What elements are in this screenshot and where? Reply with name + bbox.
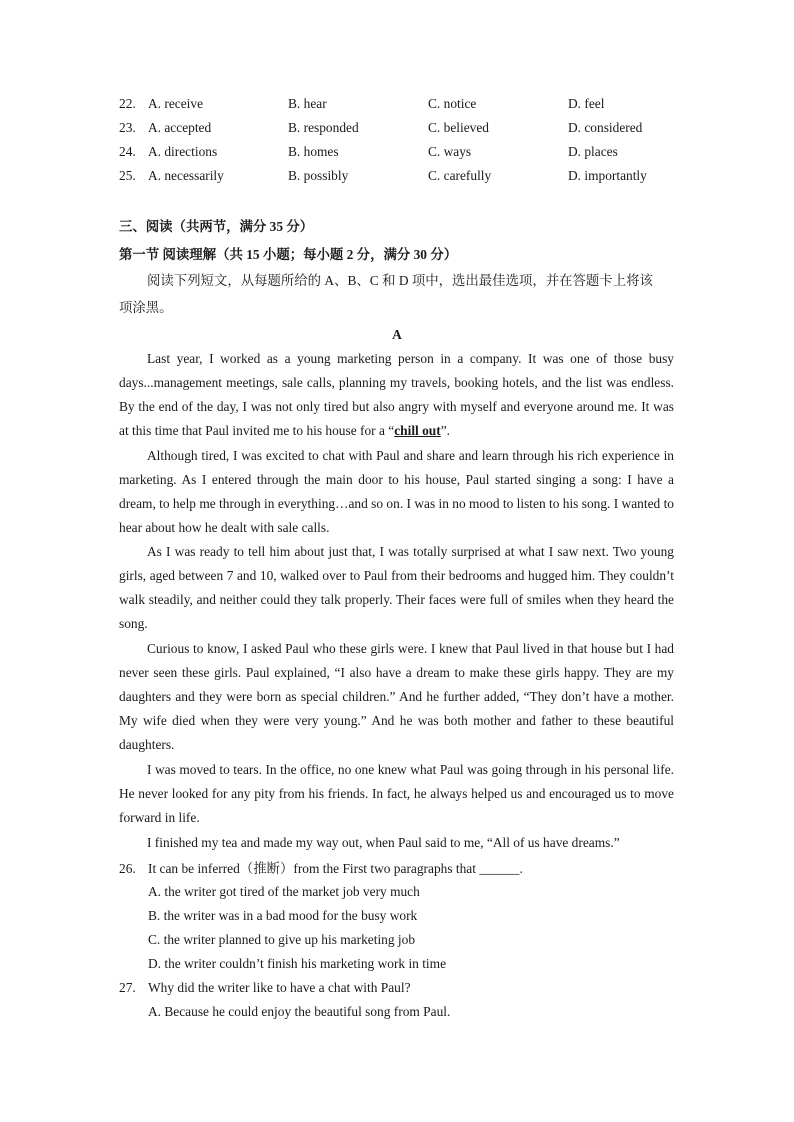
section-title: 三、阅读（共两节，满分 35 分） [119, 219, 314, 234]
question-number: 27. [119, 980, 136, 995]
passage-paragraph-2: Although tired, I was excited to chat with Paul and share and learn through his rich experience in marketing. As I entered through the main door to his house, Paul started singing a song: I have a dream, to help me through in everything…and so on. I was in no mood to listen to his song. I wanted to hear about how he dealt with sale calls. [119, 448, 674, 536]
question-27-option-a: A. Because he could enjoy the beautiful song from Paul. [148, 1004, 451, 1019]
question-number: 22. [119, 96, 136, 111]
option-c: C. notice [428, 96, 477, 111]
question-26-option-c: C. the writer planned to give up his marketing job [148, 932, 416, 947]
question-stem: Why did the writer like to have a chat with Paul? [148, 980, 411, 995]
option-b: B. homes [288, 144, 339, 159]
option-row-25 [119, 168, 679, 188]
question-26-option-a: A. the writer got tired of the market job very much [148, 884, 420, 899]
option-a: A. receive [148, 96, 204, 111]
option-c: C. carefully [428, 168, 492, 183]
chill-out-term: chill out [394, 423, 441, 439]
question-number: 26. [119, 861, 136, 876]
passage-paragraph-3: As I was ready to tell him about just that, I was totally surprised at what I saw next. Two young girls, aged between 7 and 10, walked over to Paul from their bedrooms and hugged him. They couldn’t walk steadily, and neither could they talk properly. Their faces were full of smiles when they heard the song. [119, 544, 674, 632]
instruction-line-2: 项涂黑。 [119, 300, 173, 315]
option-row-23 [119, 120, 679, 140]
question-number: 24. [119, 144, 136, 159]
paragraph-1-text: Last year, I worked as a young marketing person in a company. It was one of those busy days...management meetings, sale calls, planning my travels, booking hotels, and the list was endless. By the end of the day, I was not only tired but also angry with myself and everyone around me. It was at this time that Paul invited me to his house for a “ [119, 351, 674, 439]
question-number: 25. [119, 168, 136, 183]
instruction-line-1: 阅读下列短文，从每题所给的 A、B、C 和 D 项中，选出最佳选项，并在答题卡上将该 [147, 273, 653, 288]
question-stem: It can be inferred（推断）from the First two paragraphs that ______. [148, 861, 523, 876]
option-a: A. necessarily [148, 168, 224, 183]
passage-paragraph-6: I finished my tea and made my way out, when Paul said to me, “All of us have dreams.” [147, 835, 620, 850]
option-row-22 [119, 96, 679, 116]
instructions [119, 267, 674, 321]
passage-paragraph-1 [119, 347, 674, 443]
passage-title: A [392, 327, 402, 342]
option-d: D. places [568, 144, 618, 159]
option-b: B. possibly [288, 168, 349, 183]
option-d: D. feel [568, 96, 605, 111]
option-a: A. accepted [148, 120, 212, 135]
option-b: B. hear [288, 96, 327, 111]
question-number: 23. [119, 120, 136, 135]
option-row-24 [119, 144, 679, 164]
question-26 [119, 858, 523, 877]
part-title: 第一节 阅读理解（共 15 小题；每小题 2 分，满分 30 分） [119, 247, 458, 262]
option-b: B. responded [288, 120, 359, 135]
passage-paragraph-4: Curious to know, I asked Paul who these girls were. I knew that Paul lived in that house but I had never seen these girls. Paul explained, “I also have a dream to make these girls happy. They are my daughters and they were born as special children.” And he further added, “They don’t have a mother. My wife died when they were very young.” And he was both mother and father to these beautiful daughters. [119, 641, 674, 753]
passage-paragraph-5: I was moved to tears. In the office, no one knew what Paul was going through in his personal life. He never looked for any pity from his friends. In fact, he always helped us and encouraged us to move forward in life. [119, 762, 674, 826]
option-d: D. importantly [568, 168, 647, 183]
option-a: A. directions [148, 144, 218, 159]
paragraph-1-end: ”. [440, 423, 451, 439]
question-26-option-d: D. the writer couldn’t finish his marketing work in time [148, 956, 447, 971]
option-c: C. ways [428, 144, 472, 159]
question-26-option-b: B. the writer was in a bad mood for the busy work [148, 908, 418, 923]
option-d: D. considered [568, 120, 643, 135]
option-c: C. believed [428, 120, 489, 135]
question-27 [119, 980, 411, 996]
